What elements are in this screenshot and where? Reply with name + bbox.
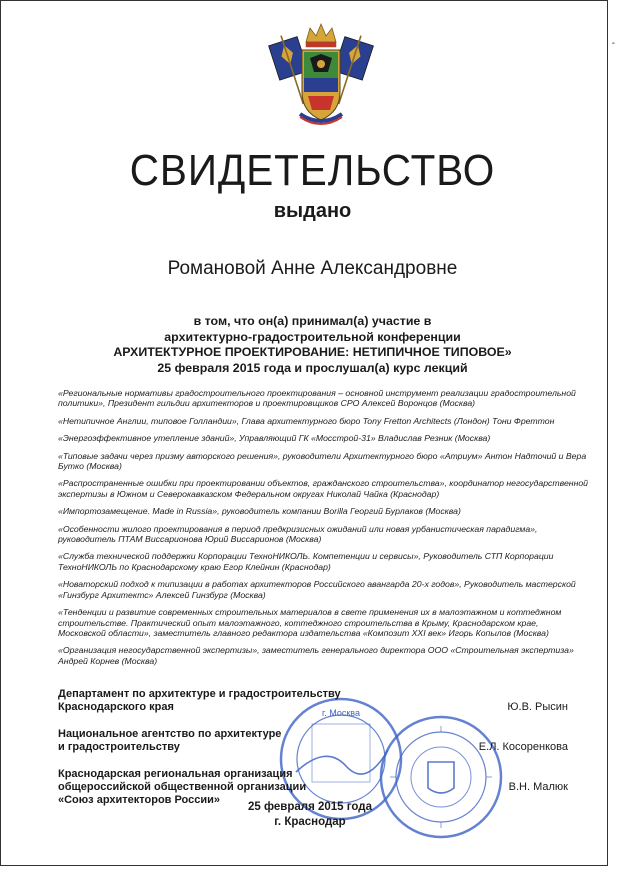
- participation-line: архитектурно-градостроительной конференции: [164, 329, 461, 344]
- issue-place-date: [190, 800, 430, 830]
- org-line: общероссийской общественной организации: [58, 781, 307, 793]
- krasnodar-coat-of-arms-emblem: [268, 20, 374, 132]
- signatory-organization: [58, 728, 388, 754]
- org-line: Краснодарская региональная организация: [58, 768, 293, 780]
- participation-line: 25 февраля 2015 года и прослушал(а) курс лекций: [157, 360, 468, 375]
- org-line: Департамент по архитектуре и градостроительству: [58, 688, 341, 700]
- lecture-item: «Импортозамещение. Made in Russia», руководитель компании Borilla Георгий Бурлаков (Москва): [58, 506, 461, 517]
- lecture-item: «Тенденции и развитие современных строительных материалов в свете применения их в малоэтажном и коттеджном строительстве. Практический опыт малоэтажного, коттеджного строительства в Крыму, Краснодарском крае, Московской области», заместитель главного редактора издательства «Композит XXI век» Игорь Копылов (Москва): [58, 607, 562, 638]
- signatory-name: Ю.В. Рысин: [507, 701, 568, 713]
- lecture-item: «Нетипичное Англии, типовое Голландии», Глава архитектурного бюро Tony Fretton Architects (Лондон) Тони Фреттон: [58, 415, 555, 426]
- org-line: Краснодарского края: [58, 701, 174, 713]
- lecture-item: «Региональные нормативы градостроительного проектирования – основной инструмент реализации градостроительной политики», Президент гильдии архитекторов и проектировщиков СРО Алексей Воронцов (Москва): [58, 388, 576, 409]
- org-line: «Союз архитекторов России»: [58, 794, 221, 806]
- signatory-national-agency: [58, 728, 568, 754]
- signatory-name: Е.Л. Косоренкова: [478, 741, 568, 753]
- lecture-list: [58, 388, 588, 673]
- issue-city: г. Краснодар: [274, 816, 346, 828]
- lecture-item: «Организация негосударственной экспертизы», заместитель генерального директора ООО «Строительная экспертиза» Андрей Корнев (Москва): [58, 645, 574, 666]
- stamp-city-text: г. Москва: [322, 708, 360, 718]
- signatory-organization: [58, 688, 388, 714]
- certificate-subtitle: выдано: [273, 200, 352, 222]
- conference-name: АРХИТЕКТУРНОЕ ПРОЕКТИРОВАНИЕ: НЕТИПИЧНОЕ ТИПОВОЕ»: [113, 345, 512, 359]
- participation-statement: [0, 314, 625, 376]
- signatory-architecture-department: [58, 688, 568, 714]
- lecture-item: «Особенности жилого проектирования в период предкризисных ожиданий или новая урбанистическая парадигма», руководитель ПТАМ Виссарионова Юрий Виссарионов (Москва): [58, 523, 538, 545]
- lecture-item: «Распространенные ошибки при проектировании объектов, гражданского строительства», координатор негосударственной экспертизы в Южном и Северокавказском Федеральном округах Николай Чайка (Краснодар): [58, 478, 589, 499]
- issue-date: 25 февраля 2015 года: [248, 801, 372, 813]
- lecture-item: «Энергоэффективное утепление зданий», Управляющий ГК «Мосстрой-31» Владислав Резник (Москва): [58, 433, 491, 444]
- lecture-item: «Типовые задачи через призму авторского решения», руководители Архитектурного бюро «Атриум» Антон Надточий и Вера Бутко (Москва): [58, 450, 587, 472]
- lecture-item: «Новаторский подход к типизации в работах архитекторов Российского авангарда 20-х годов», Руководитель мастерской «Гинзбург Архитектс» Алексей Гинзбург (Москва): [58, 579, 576, 600]
- scan-mark: -: [611, 38, 615, 49]
- org-line: и градостроительству: [58, 741, 180, 753]
- lecture-item: «Служба технической поддержки Корпорации ТехноНИКОЛЬ. Компетенции и сервисы», Руководитель СТП Корпорации ТехноНИКОЛЬ по Краснодарскому краю Егор Клейнин (Краснодар): [58, 551, 554, 572]
- participation-line: в том, что он(а) принимал(а) участие в: [193, 314, 432, 328]
- signatory-name: В.Н. Малюк: [508, 781, 568, 793]
- certificate-title: СВИДЕТЕЛЬСТВО: [129, 146, 496, 195]
- org-line: Национальное агентство по архитектуре: [58, 728, 282, 740]
- recipient-name: Романовой Анне Александровне: [167, 258, 458, 279]
